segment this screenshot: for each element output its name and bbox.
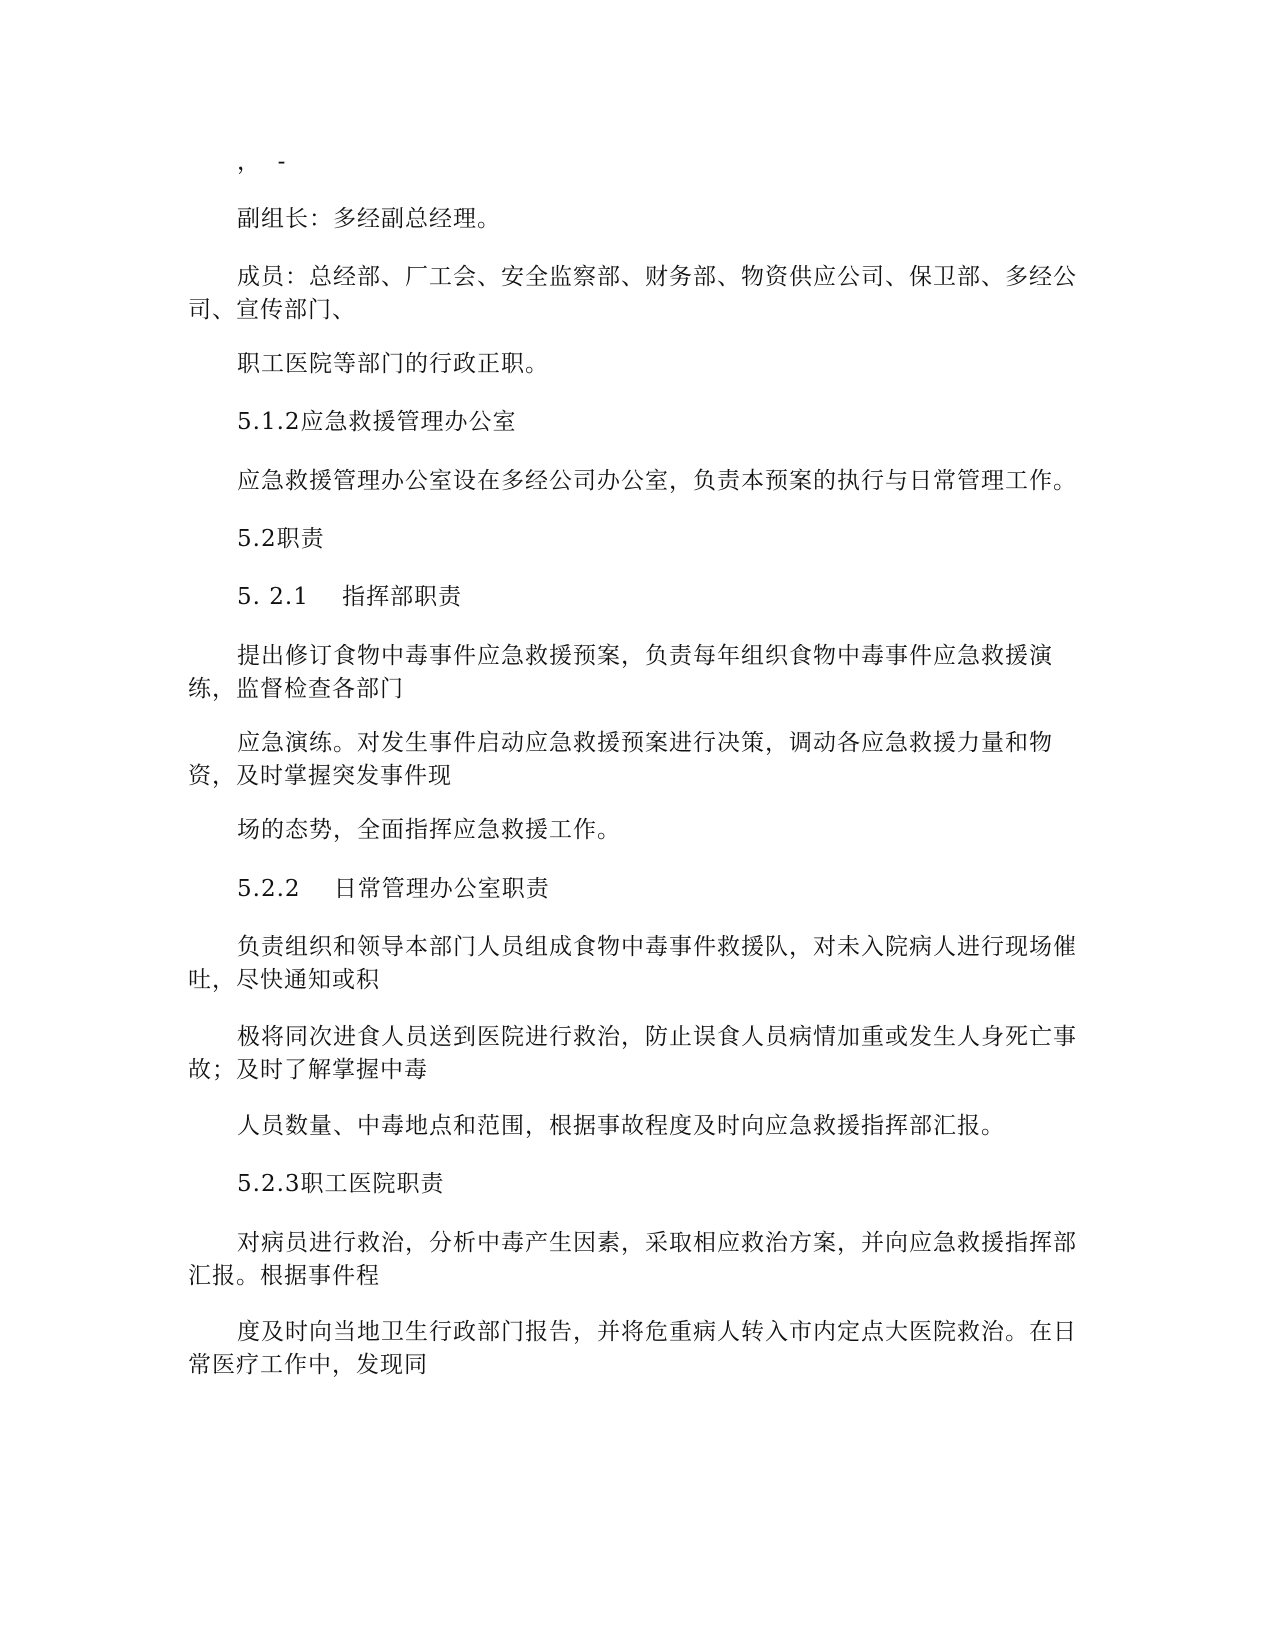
paragraph-command-duties-3: 场的态势，全面指挥应急救援工作。 [237,817,621,843]
paragraph-command-duties-2: 应急演练。对发生事件启动应急救援预案进行决策，调动各应急救援力量和物资，及时掌握突发事件现 [188,730,1053,789]
paragraph-hospital-duties-2: 度及时向当地卫生行政部门报告，并将危重病人转入市内定点大医院救治。在日常医疗工作中，发现同 [188,1319,1077,1378]
paragraph-members-continued: 职工医院等部门的行政正职。 [237,351,549,377]
heading-5-2-3: 5.2.3职工医院职责 [237,1171,445,1197]
paragraph-office: 应急救援管理办公室设在多经公司办公室，负责本预案的执行与日常管理工作。 [237,468,1077,494]
heading-5-2-1: 5. 2.1 指挥部职责 [237,584,463,610]
paragraph-deputy-leader: 副组长：多经副总经理。 [237,206,501,232]
paragraph-office-duties-1: 负责组织和领导本部门人员组成食物中毒事件救援队，对未入院病人进行现场催吐，尽快通知或积 [188,934,1077,993]
paragraph-office-duties-2: 极将同次进食人员送到医院进行救治，防止误食人员病情加重或发生人身死亡事故；及时了解掌握中毒 [188,1024,1077,1083]
paragraph-hospital-duties-1: 对病员进行救治，分析中毒产生因素，采取相应救治方案，并向应急救援指挥部汇报。根据事件程 [188,1230,1077,1289]
heading-5-2: 5.2职责 [237,526,325,552]
paragraph-fragment: ， - [237,149,287,175]
paragraph-members: 成员：总经部、厂工会、安全监察部、财务部、物资供应公司、保卫部、多经公司、宣传部门、 [188,264,1077,323]
paragraph-command-duties-1: 提出修订食物中毒事件应急救援预案，负责每年组织食物中毒事件应急救援演练，监督检查各部门 [188,643,1053,702]
heading-5-1-2: 5.1.2应急救援管理办公室 [237,409,517,435]
paragraph-office-duties-3: 人员数量、中毒地点和范围，根据事故程度及时向应急救援指挥部汇报。 [237,1113,1005,1139]
heading-5-2-2: 5.2.2 日常管理办公室职责 [237,876,550,902]
